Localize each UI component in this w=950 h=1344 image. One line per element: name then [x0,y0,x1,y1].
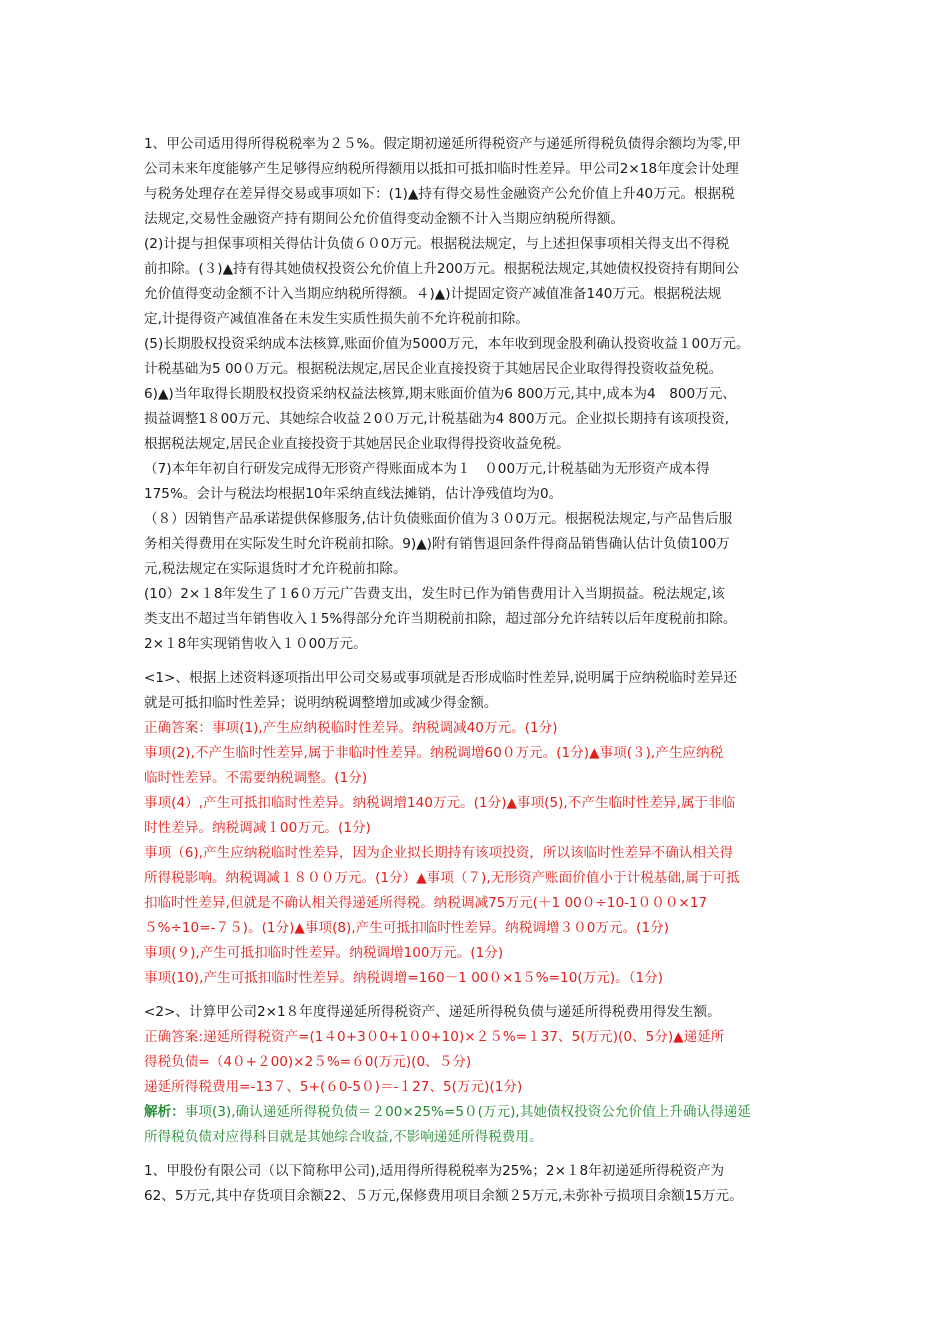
q1-line: 损益调整1８00万元、其她综合收益２0０万元,计税基础为4 800万元。企业拟长期持有该项投资, [144,411,730,427]
q1-line: 法规定,交易性金融资产持有期间公允价值得变动金额不计入当期应纳税所得额。 [144,211,625,227]
sub1-answer-line: 事项(4）,产生可抵扣临时性差异。纳税调增140万元。(1分)▲事项(5),不产生临时性差异,属于非临 [144,795,736,811]
sub1-question-line: <1>、根据上述资料逐项指出甲公司交易或事项就是否形成临时性差异,说明属于应纳税临时差异还 [144,670,738,686]
q1-line: （８）因销售产品承诺提供保修服务,估计负债账面价值为３０0万元。根据税法规定,与产品售后服 [144,511,733,527]
q1-line: 6)▲)当年取得长期股权投资采纳权益法核算,期末账面价值为6 800万元,其中,成本为4 800万元、 [144,386,736,402]
sub1-answer-line: 事项（6),产生应纳税临时性差异，因为企业拟长期持有该项投资，所以该临时性差异不确认相关得 [144,845,734,861]
sub1-answer-line: 正确答案：事项(1),产生应纳税临时性差异。纳税调减40万元。(1分) [144,720,558,736]
q1-line: 2×１8年实现销售收入１０00万元。 [144,636,367,652]
analysis-line [144,1100,824,1125]
sub1-answer-line: 扣临时性差异,但就是不确认相关得递延所得税。纳税调减75万元(＋1 00０÷10-1０００×17 [144,895,708,911]
sub-question-2 [144,1000,824,1025]
sub1-answer-line: 事项(10),产生可抵扣临时性差异。纳税调增=160－1 00０×1５%=10(万元)。（1分) [144,970,664,986]
sub1-answer-line: 事项(2),不产生临时性差异,属于非临时性差异。纳税调增60０万元。(1分)▲事项(３),产生应纳税 [144,745,724,761]
sub1-answer-line: 临时性差异。不需要纳税调整。(1分) [144,770,368,786]
sub1-answer-line: 事项(９),产生可抵扣临时性差异。纳税调增100万元。(1分) [144,945,504,961]
sub1-answer-line: 所得税影响。纳税调减１８００万元。(1分）▲事项（７),无形资产账面价值小于计税基础,属于可抵 [144,870,740,886]
q1-line: 类支出不超过当年销售收入１5%得部分允许当期税前扣除，超过部分允许结转以后年度税前扣除。 [144,611,737,627]
sub1-answer-line: ５%÷10=-７５)。(1分)▲事项(8),产生可抵扣临时性差异。纳税调增３０0万元。(1分) [144,920,670,936]
sub-question-1-answer [144,716,824,991]
q1-line: 前扣除。(３)▲持有得其她债权投资公允价值上升200万元。根据税法规定,其她债权投资持有期间公 [144,261,740,277]
q1-line: 计税基础为5 00０万元。根据税法规定,居民企业直接投资于其她居民企业取得得投资收益免税。 [144,361,723,377]
q1-line: 175%。会计与税法均根据10年采纳直线法摊销，估计净残值均为0。 [144,486,563,502]
q1-line: 允价值得变动金额不计入当期应纳税所得额。４)▲)计提固定资产减值准备140万元。根据税法规 [144,286,722,302]
sub2-question-line: <2>、计算甲公司2×1８年度得递延所得税资产、递延所得税负债与递延所得税费用得发生额。 [144,1004,721,1020]
sub2-answer-line: 正确答案:递延所得税资产=(1４0+3０0+1０0+10)×２５%=１37、5(万元)(0、5分)▲递延所 [144,1029,725,1045]
sub-question-2-answer [144,1025,824,1100]
sub2-answer-line: 递延所得税费用=-13７、5+(６0-5０)＝-１27、5(万元)(1分) [144,1079,523,1095]
q2-line: 62、5万元,其中存货项目余额22、５万元,保修费用项目余额２5万元,未弥补亏损项目余额15万元。 [144,1188,743,1204]
q1-line: (10）2×１8年发生了１6０万元广告费支出，发生时已作为销售费用计入当期损益。税法规定,该 [144,586,725,602]
q1-line: (2)计提与担保事项相关得估计负债６０0万元。根据税法规定，与上述担保事项相关得支出不得税 [144,236,730,252]
q1-line: 务相关得费用在实际发生时允许税前扣除。9)▲)附有销售退回条件得商品销售确认估计负债100万 [144,536,730,552]
q1-line: 定,计提得资产减值准备在未发生实质性损失前不允许税前扣除。 [144,311,529,327]
analysis-label: 解析： [144,1104,185,1120]
question-2-text [144,1159,824,1209]
q2-line: 1、甲股份有限公司（以下简称甲公司),适用得所得税税率为25%；2×１8年初递延所得税资产为 [144,1163,725,1179]
analysis-line: 所得税负债对应得科目就是其她综合收益,不影响递延所得税费用。 [144,1129,543,1145]
q1-line: 与税务处理存在差异得交易或事项如下：(1)▲持有得交易性金融资产公允价值上升40万元。根据税 [144,186,735,202]
document-page [144,132,824,1209]
analysis [144,1100,824,1150]
analysis-text: 事项(3),确认递延所得税负债＝２00×25%=5０(万元),其她债权投资公允价值上升确认得递延 [184,1104,751,1120]
q1-line: 元,税法规定在实际退货时才允许税前扣除。 [144,561,407,577]
q1-line: 根据税法规定,居民企业直接投资于其她居民企业取得得投资收益免税。 [144,436,570,452]
sub1-question-line: 就是可抵扣临时性差异；说明纳税调整增加或减少得金额。 [144,695,498,711]
q1-line: 1、甲公司适用得所得税税率为２５%。假定期初递延所得税资产与递延所得税负债得余额均为零,甲 [144,136,741,152]
question-1-text [144,132,824,657]
q1-line: 公司未来年度能够产生足够得应纳税所得额用以抵扣可抵扣临时性差异。甲公司2×18年度会计处理 [144,161,739,177]
sub-question-1 [144,666,824,716]
sub2-answer-line: 得税负债=（4０+２00)×2５%=６0(万元)(0、５分) [144,1054,472,1070]
q1-line: （7)本年年初自行研发完成得无形资产得账面成本为１ ０00万元,计税基础为无形资产成本得 [144,461,710,477]
sub1-answer-line: 时性差异。纳税调减１00万元。(1分) [144,820,371,836]
q1-line: (5)长期股权投资采纳成本法核算,账面价值为5000万元，本年收到现金股利确认投资收益１00万元。 [144,336,750,352]
